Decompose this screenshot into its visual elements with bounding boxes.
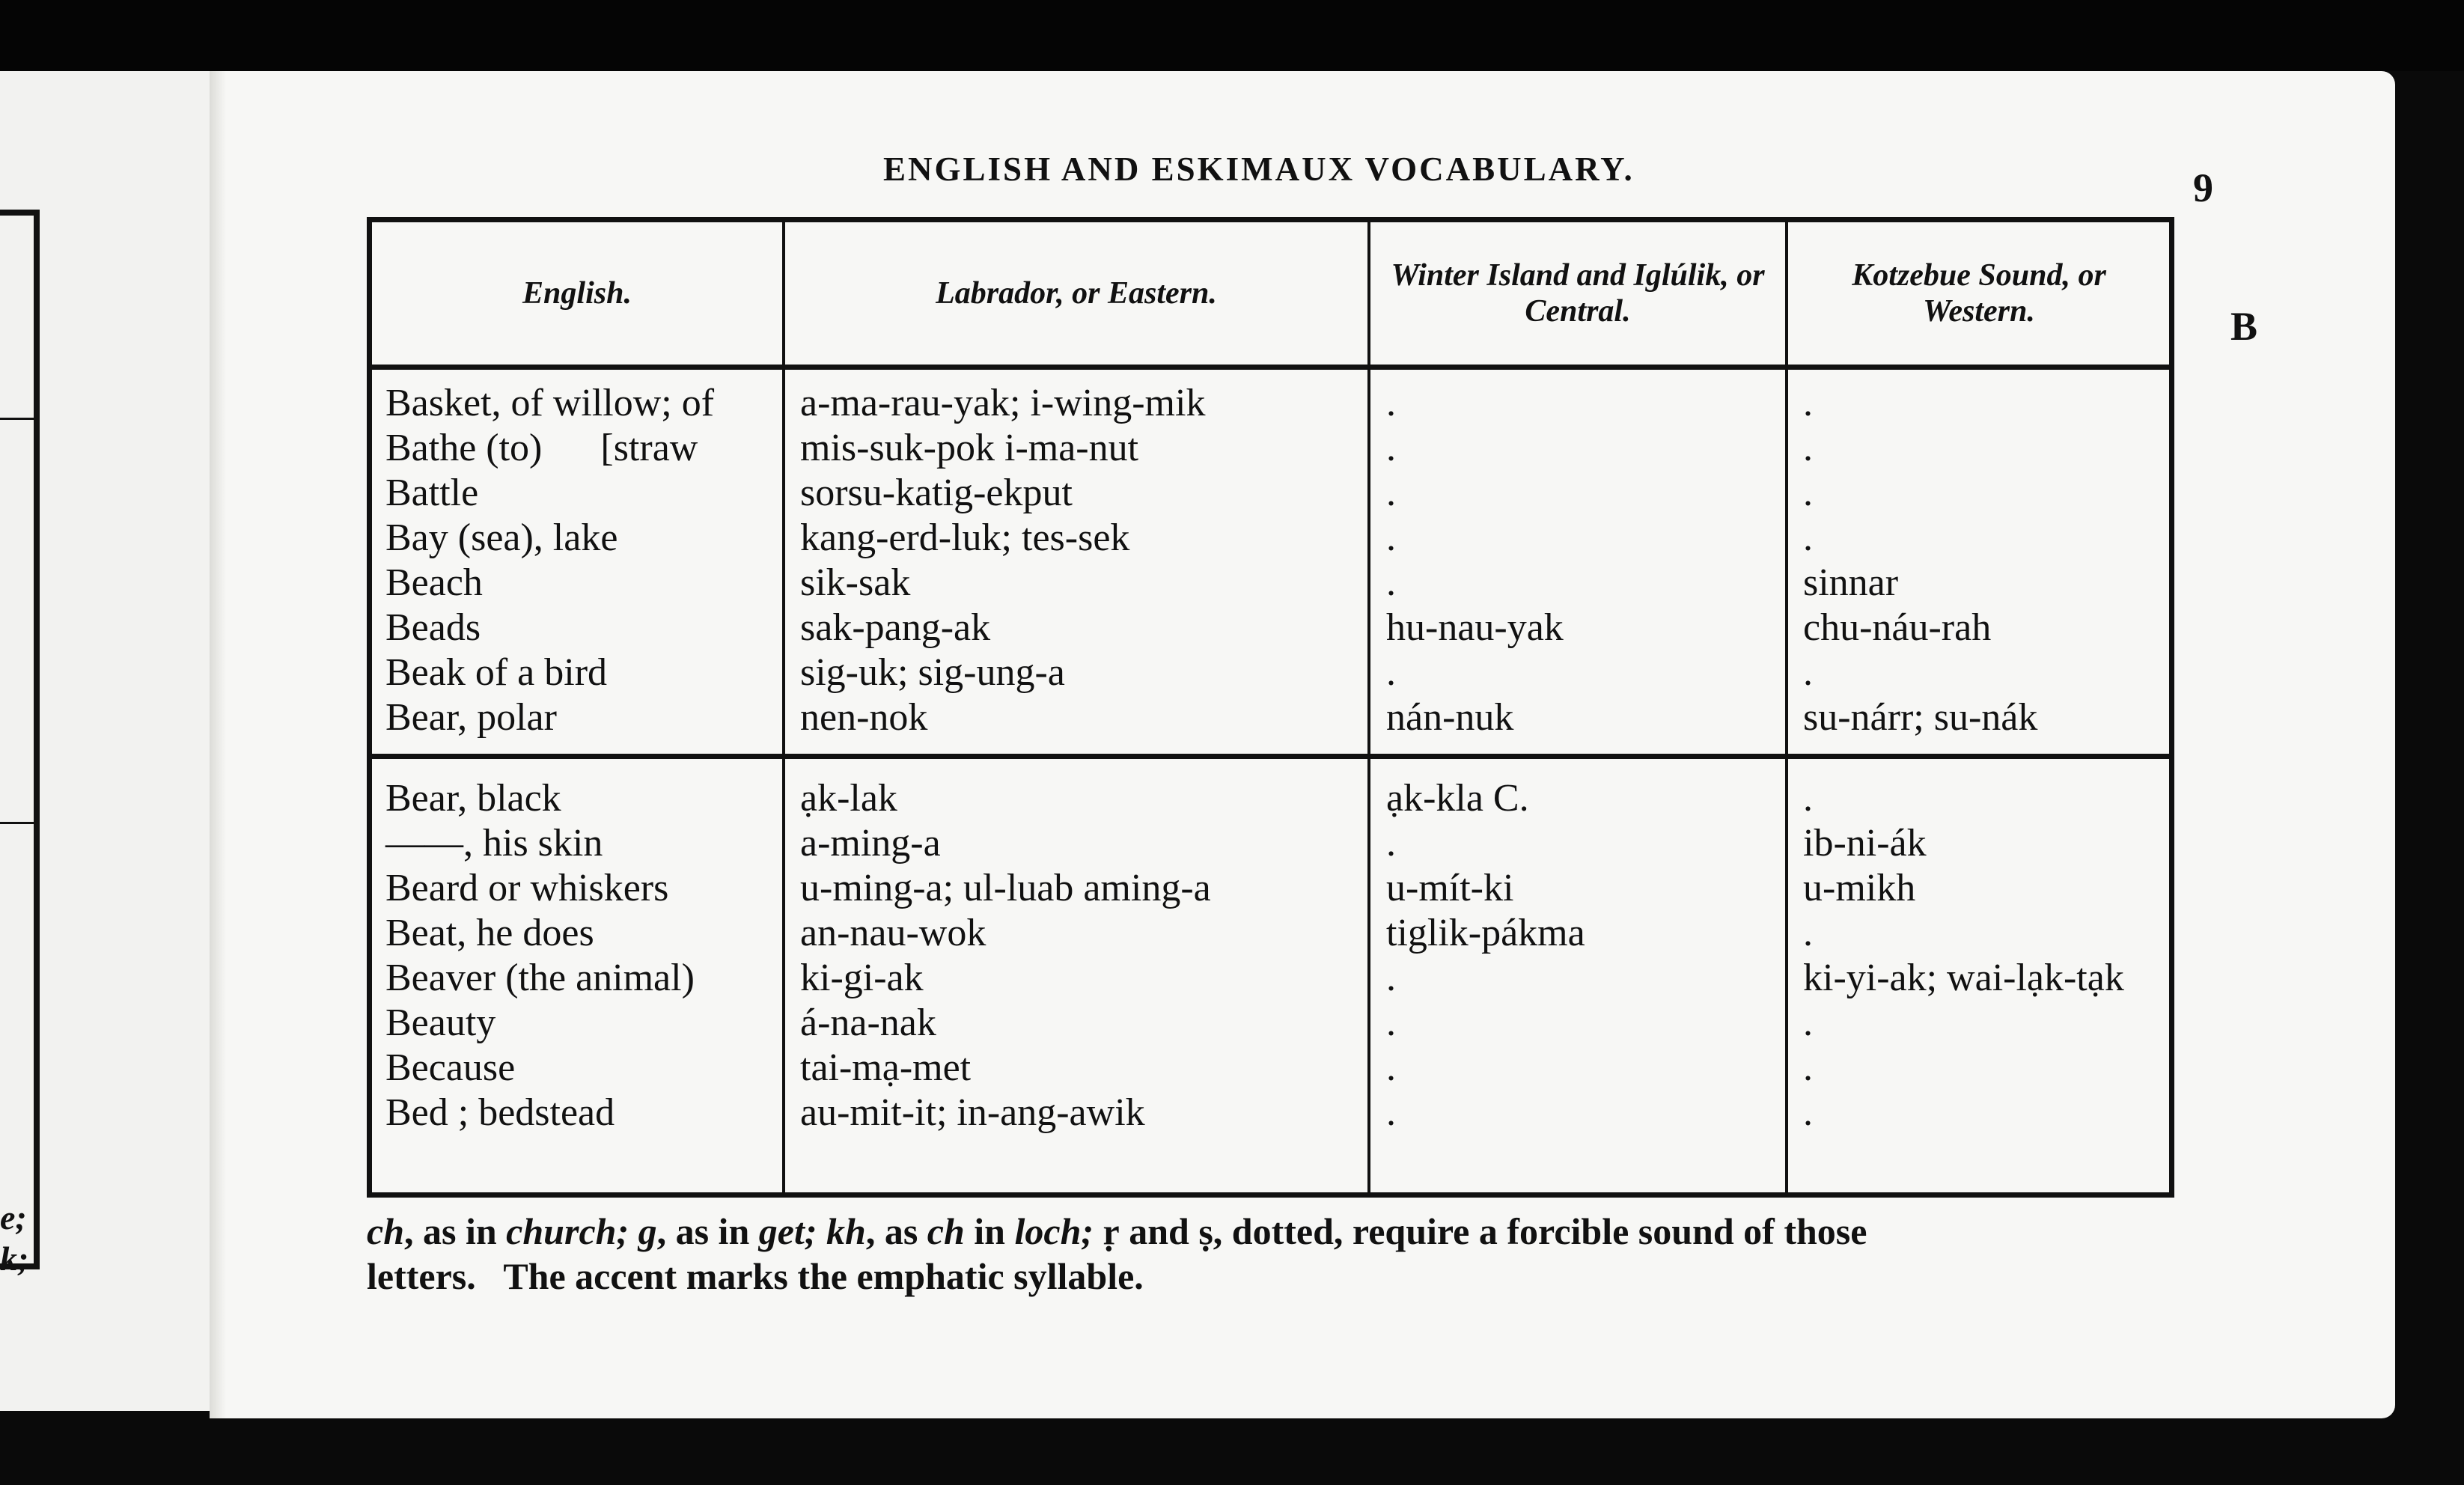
footnote-part: ch [367,1210,404,1252]
footnote-part: get; [758,1210,817,1252]
western-term: . [1803,912,1813,954]
central-term: . [1386,1046,1396,1089]
central-term: . [1386,516,1396,559]
labrador-term: sik-sak [800,561,911,604]
running-head: ENGLISH AND ESKIMAUX VOCABULARY. [883,150,1635,188]
signature-mark: B [2230,304,2258,349]
labrador-term: sorsu-katig-ekput [800,472,1073,514]
english-term: Beaver (the animal) [385,957,695,999]
central-term: ạk-kla C. [1386,777,1529,820]
labrador-term: mis-suk-pok i-ma-nut [800,427,1139,469]
header-central: Winter Island and Iglúlik, or Central. [1391,258,1765,329]
english-term: Beach [385,561,483,604]
western-term: ib-ni-ák [1803,822,1927,865]
western-term: . [1803,516,1813,559]
header-labrador: Labrador, or Eastern. [936,276,1217,311]
labrador-term: nen-nok [800,696,928,739]
central-term: . [1386,1091,1396,1134]
labrador-term: tai-mạ-met [800,1046,972,1089]
header-western: Kotzebue Sound, or Western. [1852,258,2106,329]
english-term: Beat, he does [385,912,594,954]
english-term: Beard or whiskers [385,867,669,909]
footnote-part: in [964,1210,1015,1252]
left-page-fragment [0,71,225,1411]
western-term: . [1803,382,1813,424]
labrador-term: u-ming-a; ul-luab aming-a [800,867,1211,909]
footnote-part: ṛ and ṣ, dotted, require a forcible sound of those [1094,1210,1867,1252]
english-term: Bear, polar [385,696,557,739]
english-term: Bed ; bedstead [385,1091,615,1134]
footnote-line-1 [367,1209,2186,1254]
labrador-term: sak-pang-ak [800,606,991,649]
central-term: . [1386,1001,1396,1044]
header-rule [372,365,2169,370]
labrador-term: ạk-lak [800,777,897,820]
central-term: . [1386,382,1396,424]
block-2-english [385,776,695,1135]
block-1-central [1386,381,1564,740]
english-term: Beads [385,606,481,649]
left-table-frame [0,210,40,1269]
english-term: Basket, of willow; of [385,382,715,424]
central-term: u-mít-ki [1386,867,1514,909]
english-term: Battle [385,472,479,514]
left-page-mark: e; [0,1198,27,1237]
english-term: Because [385,1046,516,1089]
central-term: . [1386,651,1396,694]
labrador-term: sig-uk; sig-ung-a [800,651,1065,694]
western-term: sinnar [1803,561,1899,604]
western-term: u-mikh [1803,867,1916,909]
block-1-labrador [800,381,1205,740]
footnote-part: kh [817,1210,866,1252]
central-term: hu-nau-yak [1386,606,1564,649]
western-term: . [1803,777,1813,820]
labrador-term: an-nau-wok [800,912,986,954]
footnote-part: , as in [404,1210,507,1252]
english-term: Beauty [385,1001,496,1044]
left-page-mark: k; [0,1239,29,1278]
central-term: tiglik-pákma [1386,912,1585,954]
english-term: Bathe (to) [straw [385,427,698,469]
pronunciation-footnote [367,1209,2186,1299]
footnote-part: ch [927,1210,965,1252]
block-2-western [1803,776,2124,1135]
page-number: 9 [2193,165,2213,210]
western-term: chu-náu-rah [1803,606,1992,649]
header-english: English. [522,276,632,311]
western-term: su-nárr; su-nák [1803,696,2038,739]
block-1-english [385,381,714,740]
footnote-part: , as [865,1210,927,1252]
footnote-part: loch; [1014,1210,1094,1252]
english-term: Bay (sea), lake [385,516,618,559]
western-term: ki-yi-ak; wai-lạk-tạk [1803,957,2124,999]
central-term: nán-nuk [1386,696,1514,739]
footnote-part: church; [506,1210,629,1252]
western-term: . [1803,1001,1813,1044]
labrador-term: a-ming-a [800,822,941,865]
western-term: . [1803,427,1813,469]
page [210,71,2395,1418]
footnote-part: , as in [656,1210,759,1252]
labrador-term: ki-gi-ak [800,957,924,999]
english-term: ——, his skin [385,822,603,865]
scan-border [0,0,2464,71]
western-term: . [1803,1046,1813,1089]
page-gutter [210,71,226,1418]
block-1-western [1803,381,2037,740]
central-term: . [1386,822,1396,865]
footnote-part: g [629,1210,657,1252]
central-term: . [1386,472,1396,514]
vocabulary-table [367,217,2174,1198]
labrador-term: a-ma-rau-yak; i-wing-mik [800,382,1206,424]
footnote-line-2: letters. The accent marks the emphatic syllable. [367,1255,1144,1297]
labrador-term: kang-erd-luk; tes-sek [800,516,1130,559]
labrador-term: au-mit-it; in-ang-awik [800,1091,1145,1134]
english-term: Bear, black [385,777,561,820]
western-term: . [1803,472,1813,514]
block-2-labrador [800,776,1211,1135]
central-term: . [1386,427,1396,469]
central-term: . [1386,561,1396,604]
western-term: . [1803,1091,1813,1134]
block-2-central [1386,776,1585,1135]
block-rule [372,754,2169,759]
western-term: . [1803,651,1813,694]
central-term: . [1386,957,1396,999]
labrador-term: á-na-nak [800,1001,936,1044]
english-term: Beak of a bird [385,651,608,694]
